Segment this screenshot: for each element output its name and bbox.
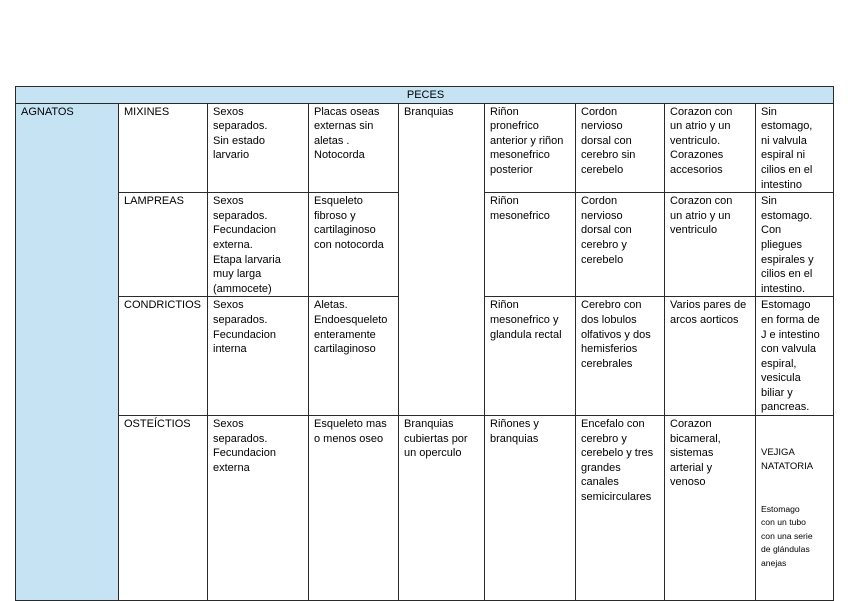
circulation-cell: Corazon con un atrio y un ventriculo [665,193,756,297]
nervous-system-cell: Cerebro con dos lobulos olfativos y dos hemisferios cerebrales [576,297,665,416]
respiration-cell: Branquias [399,103,485,415]
digestion-cell: Sin estomago. Con pliegues espirales y cilios en el intestino. [756,193,834,297]
respiration-cell: Branquias cubiertas por un operculo [399,416,485,601]
circulation-cell: Corazon con un atrio y un ventriculo. Corazones accesorios [665,103,756,193]
skeleton-cell: Esqueleto fibroso y cartilaginoso con notocorda [309,193,399,297]
excretion-cell: Riñon pronefrico anterior y riñon mesonefrico posterior [485,103,576,193]
circulation-cell: Varios pares de arcos aorticos [665,297,756,416]
group-name-cell: AGNATOS [16,103,119,600]
table-header-row [16,87,834,104]
reproduction-cell: Sexos separados. Fecundacion externa [208,416,309,601]
circulation-cell: Corazon bicameral, sistemas arterial y venoso [665,416,756,601]
skeleton-cell: Esqueleto mas o menos oseo [309,416,399,601]
skeleton-cell: Placas oseas externas sin aletas . Notocorda [309,103,399,193]
digestion-cell [756,416,834,601]
class-name-cell: MIXINES [119,103,208,193]
skeleton-cell: Aletas. Endoesqueleto enteramente cartilaginoso [309,297,399,416]
reproduction-cell: Sexos separados. Fecundacion externa. Etapa larvaria muy larga (ammocete) [208,193,309,297]
digestion-cell: Estomago en forma de J e intestino con valvula espiral, vesicula biliar y pancreas. [756,297,834,416]
table-title: PECES [16,87,834,104]
swim-bladder-heading: VEJIGA NATATORIA [761,447,814,472]
class-name-cell: OSTEÍCTIOS [119,416,208,601]
digestion-cell: Sin estomago, ni valvula espiral ni cilios en el intestino [756,103,834,193]
nervous-system-cell: Cordon nervioso dorsal con cerebro sin cerebelo [576,103,665,193]
class-name-cell: CONDRICTIOS [119,297,208,416]
excretion-cell: Riñon mesonefrico y glandula rectal [485,297,576,416]
reproduction-cell: Sexos separados. Sin estado larvario [208,103,309,193]
digestion-text: Estomago con un tubo con una serie de glándulas anejas [761,503,813,568]
excretion-cell: Riñon mesonefrico [485,193,576,297]
table-row [16,416,834,601]
nervous-system-cell: Encefalo con cerebro y cerebelo y tres grandes canales semicirculares [576,416,665,601]
excretion-cell: Riñones y branquias [485,416,576,601]
fish-classification-table [15,86,834,601]
reproduction-cell: Sexos separados. Fecundacion interna [208,297,309,416]
nervous-system-cell: Cordon nervioso dorsal con cerebro y cerebelo [576,193,665,297]
class-name-cell: LAMPREAS [119,193,208,297]
table-row [16,103,834,193]
